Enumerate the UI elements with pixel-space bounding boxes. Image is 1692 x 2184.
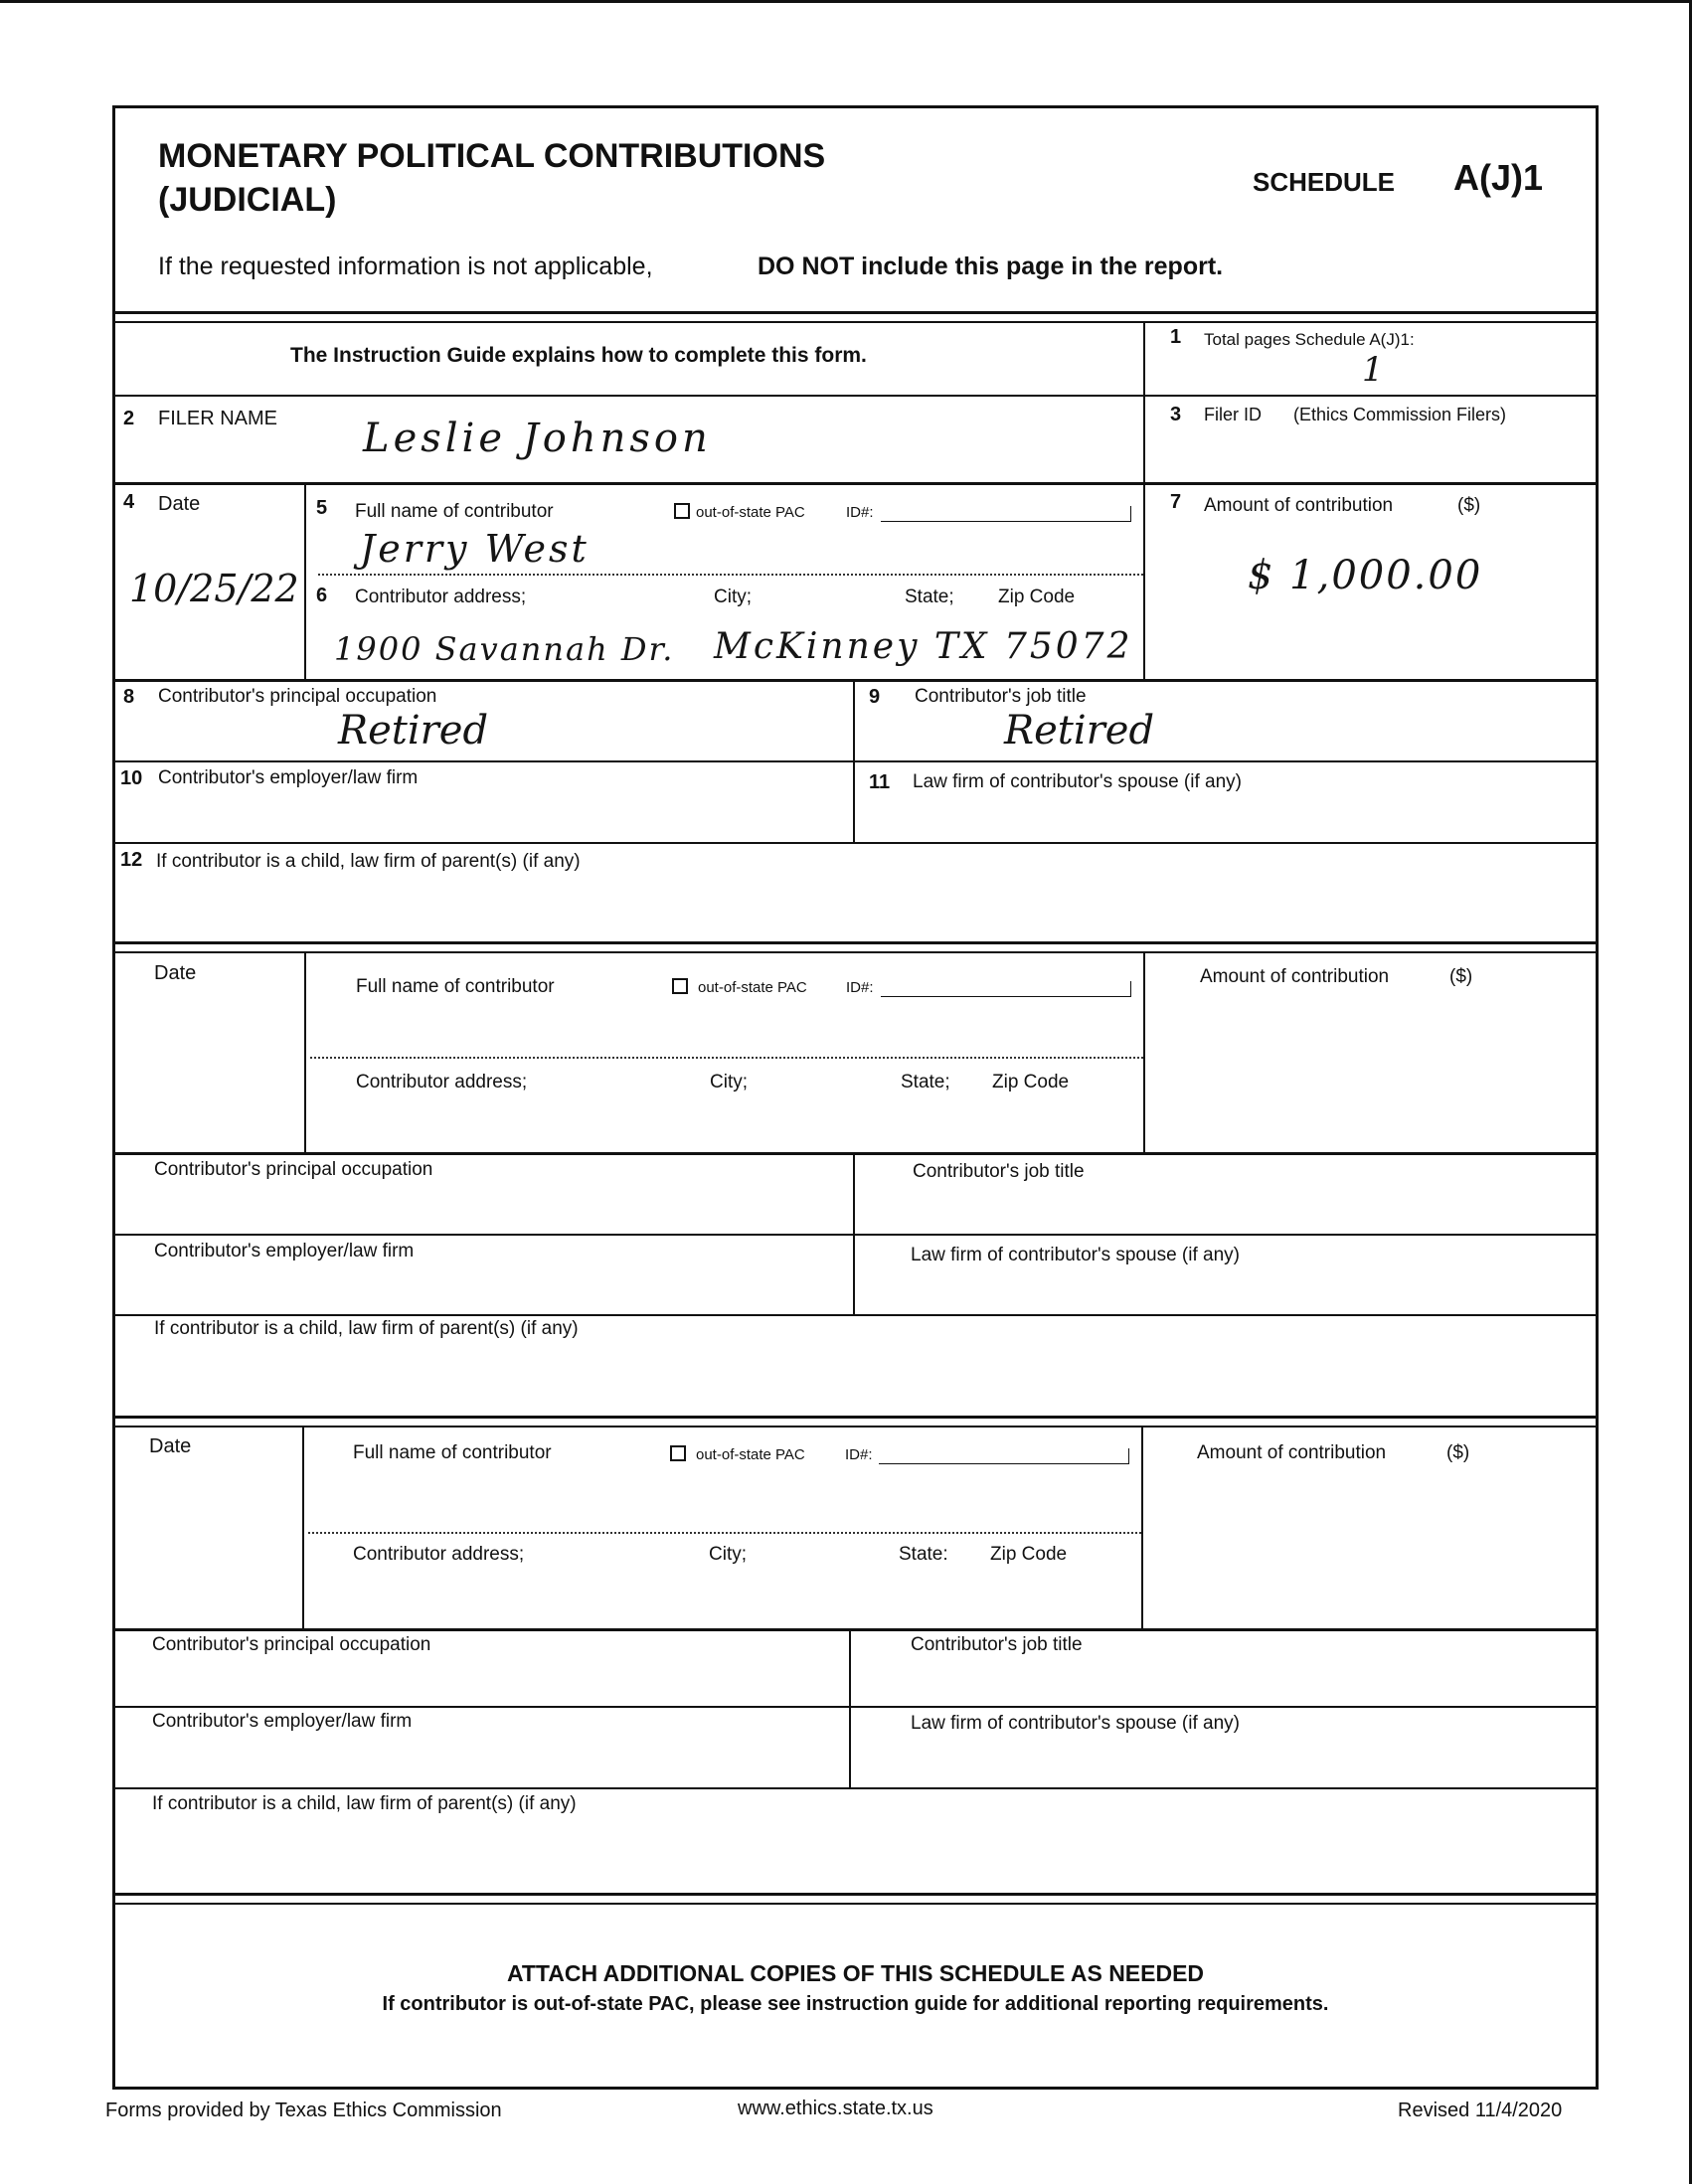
entry1-contributor-name[interactable]: Jerry West xyxy=(360,527,590,571)
total-pages-label: Total pages Schedule A(J)1: xyxy=(1204,330,1415,349)
field-number: 2 xyxy=(123,408,135,429)
attach-notice: ATTACH ADDITIONAL COPIES OF THIS SCHEDULE AS NEEDED xyxy=(506,1960,1205,1986)
amount-label: Amount of contribution xyxy=(1197,1442,1387,1463)
field-number: 5 xyxy=(316,497,328,519)
revised-date: Revised 11/4/2020 xyxy=(1398,2100,1563,2121)
instruction-text: The Instruction Guide explains how to complete this form. xyxy=(290,344,867,367)
child-firm-label: If contributor is a child, law firm of parent(s) (if any) xyxy=(154,1318,579,1339)
divider xyxy=(112,941,1599,944)
child-firm-label: If contributor is a child, law firm of parent(s) (if any) xyxy=(156,851,581,872)
address-label: Contributor address; xyxy=(355,587,527,607)
provided-by: Forms provided by Texas Ethics Commission xyxy=(105,2100,502,2121)
pac-id-field[interactable] xyxy=(881,506,1131,522)
date-label: Date xyxy=(158,493,201,515)
pac-checkbox[interactable] xyxy=(670,1445,686,1461)
amount-label: Amount of contribution xyxy=(1200,966,1390,987)
employer-label: Contributor's employer/law firm xyxy=(154,1241,415,1261)
divider xyxy=(112,679,1599,682)
pac-label: out-of-state PAC xyxy=(696,504,805,521)
field-number: 1 xyxy=(1170,326,1182,348)
child-firm-label: If contributor is a child, law firm of parent(s) (if any) xyxy=(152,1793,577,1814)
entry1-job-title[interactable]: Retired xyxy=(1004,708,1155,754)
job-title-label: Contributor's job title xyxy=(915,686,1087,707)
divider xyxy=(112,1706,1599,1708)
pac-note: If contributor is out-of-state PAC, please see instruction guide for additional reporting requirements. xyxy=(382,1993,1329,2015)
field-number: 3 xyxy=(1170,404,1182,425)
date-label: Date xyxy=(154,962,197,984)
address-label: Contributor address; xyxy=(356,1072,528,1092)
state-label: State: xyxy=(899,1544,948,1565)
divider xyxy=(112,1426,1599,1428)
divider xyxy=(112,842,1599,844)
divider xyxy=(112,395,1599,397)
filer-name-label: FILER NAME xyxy=(158,408,278,429)
pac-id-field[interactable] xyxy=(879,1448,1129,1464)
city-label: City; xyxy=(714,587,752,607)
id-label: ID#: xyxy=(845,1446,873,1463)
divider xyxy=(112,1893,1599,1896)
pac-label: out-of-state PAC xyxy=(696,1446,805,1463)
scan-top-edge xyxy=(0,0,1692,3)
divider xyxy=(112,311,1599,314)
pac-label: out-of-state PAC xyxy=(698,979,807,996)
divider xyxy=(112,482,1599,485)
state-label: State; xyxy=(905,587,954,607)
full-name-label: Full name of contributor xyxy=(355,501,554,522)
pac-checkbox[interactable] xyxy=(674,503,690,519)
city-label: City; xyxy=(710,1072,748,1092)
pac-id-field[interactable] xyxy=(881,981,1131,997)
filer-id-sub: (Ethics Commission Filers) xyxy=(1293,405,1507,424)
field-number: 7 xyxy=(1170,491,1182,513)
job-title-label: Contributor's job title xyxy=(913,1161,1085,1182)
divider xyxy=(112,1314,1599,1316)
amount-label: Amount of contribution xyxy=(1204,495,1394,516)
column-divider xyxy=(1143,482,1145,679)
schedule-label: SCHEDULE xyxy=(1253,167,1396,197)
column-divider xyxy=(304,951,306,1152)
field-number: 4 xyxy=(123,491,135,513)
form-title-sub: (JUDICIAL) xyxy=(158,181,337,219)
field-number: 12 xyxy=(120,849,143,871)
divider xyxy=(112,951,1599,953)
divider xyxy=(112,1903,1599,1905)
entry1-amount[interactable]: $ 1,000.00 xyxy=(1248,553,1483,598)
form-title: MONETARY POLITICAL CONTRIBUTIONS xyxy=(158,137,826,175)
column-divider xyxy=(849,1628,851,1787)
occupation-label: Contributor's principal occupation xyxy=(152,1634,431,1655)
date-label: Date xyxy=(149,1435,192,1457)
field-number: 9 xyxy=(869,686,881,708)
filer-id-label: Filer ID xyxy=(1204,405,1262,424)
address-label: Contributor address; xyxy=(353,1544,525,1565)
website-link[interactable]: www.ethics.state.tx.us xyxy=(738,2098,933,2119)
column-divider xyxy=(1143,951,1145,1152)
field-number: 8 xyxy=(123,686,135,708)
divider xyxy=(112,760,1599,762)
entry1-occupation[interactable]: Retired xyxy=(338,708,489,754)
entry1-address[interactable]: 1900 Savannah Dr. xyxy=(334,630,675,668)
dotted-separator xyxy=(318,574,1143,576)
divider xyxy=(112,1234,1599,1236)
field-number: 11 xyxy=(869,771,891,793)
full-name-label: Full name of contributor xyxy=(356,976,555,997)
zip-label: Zip Code xyxy=(992,1072,1070,1092)
city-label: City; xyxy=(709,1544,747,1565)
field-number: 6 xyxy=(316,585,328,606)
divider xyxy=(112,1787,1599,1789)
id-label: ID#: xyxy=(846,504,874,521)
occupation-label: Contributor's principal occupation xyxy=(158,686,437,707)
notice-text: If the requested information is not applicable, xyxy=(158,252,653,280)
divider xyxy=(112,1152,1599,1155)
total-pages-value[interactable]: 1 xyxy=(1362,350,1384,390)
notice-bold: DO NOT include this page in the report. xyxy=(758,252,1224,280)
spouse-firm-label: Law firm of contributor's spouse (if any) xyxy=(911,1245,1240,1265)
spouse-firm-label: Law firm of contributor's spouse (if any) xyxy=(913,771,1242,792)
divider xyxy=(112,1416,1599,1419)
column-divider xyxy=(1143,321,1145,483)
amount-unit: ($) xyxy=(1449,966,1473,987)
column-divider xyxy=(1141,1426,1143,1628)
divider xyxy=(112,1628,1599,1631)
filer-name-value[interactable]: Leslie Johnson xyxy=(363,416,712,461)
occupation-label: Contributor's principal occupation xyxy=(154,1159,433,1180)
spouse-firm-label: Law firm of contributor's spouse (if any) xyxy=(911,1713,1240,1734)
schedule-code: A(J)1 xyxy=(1453,157,1544,198)
zip-label: Zip Code xyxy=(990,1544,1068,1565)
column-divider xyxy=(302,1426,304,1628)
job-title-label: Contributor's job title xyxy=(911,1634,1083,1655)
pac-checkbox[interactable] xyxy=(672,978,688,994)
employer-label: Contributor's employer/law firm xyxy=(158,767,419,788)
amount-unit: ($) xyxy=(1457,495,1481,516)
entry1-city-state-zip[interactable]: McKinney TX 75072 xyxy=(714,626,1133,667)
id-label: ID#: xyxy=(846,979,874,996)
zip-label: Zip Code xyxy=(998,587,1076,607)
form-frame xyxy=(112,105,1599,2090)
state-label: State; xyxy=(901,1072,950,1092)
divider xyxy=(112,321,1599,323)
employer-label: Contributor's employer/law firm xyxy=(152,1711,413,1732)
dotted-separator xyxy=(310,1057,1143,1059)
dotted-separator xyxy=(308,1532,1141,1534)
column-divider xyxy=(304,482,306,679)
full-name-label: Full name of contributor xyxy=(353,1442,552,1463)
amount-unit: ($) xyxy=(1446,1442,1470,1463)
entry1-date[interactable]: 10/25/22 xyxy=(129,567,299,610)
field-number: 10 xyxy=(120,767,143,789)
